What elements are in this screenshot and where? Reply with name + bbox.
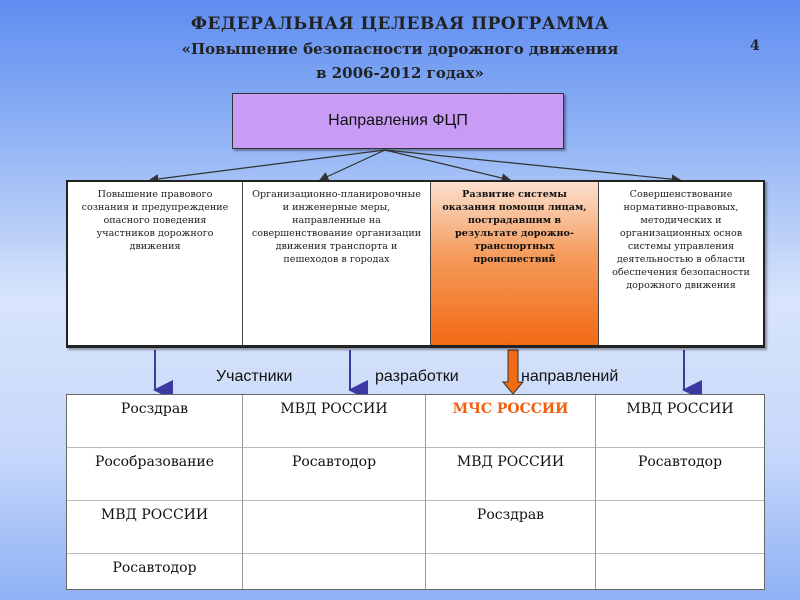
direction-cell-2: Организационно-планировочные и инженерные меры, направленные на совершенствование организации движения транспорта и пешеходов в городах — [243, 182, 431, 345]
participant-cell: Росавтодор — [243, 448, 426, 501]
participant-cell — [426, 554, 596, 589]
connector-line-3 — [385, 150, 510, 180]
participant-cell: Росавтодор — [67, 554, 243, 589]
participants-label-word2: разработки — [375, 368, 459, 385]
participant-cell: МВД РОССИИ — [596, 395, 764, 448]
participant-cell: МВД РОССИИ — [243, 395, 426, 448]
participant-cell: МВД РОССИИ — [67, 501, 243, 554]
participants-label-word1: Участники — [216, 368, 293, 385]
participant-cell-mchs: МЧС РОССИИ — [426, 395, 596, 448]
participant-cell — [243, 501, 426, 554]
connector-line-1 — [150, 150, 385, 180]
participant-cell: Росздрав — [67, 395, 243, 448]
participant-cell: МВД РОССИИ — [426, 448, 596, 501]
participants-label-word3: направлений — [521, 368, 619, 385]
participant-cell — [596, 554, 764, 589]
directions-table — [66, 180, 765, 348]
connector-line-4 — [385, 150, 680, 180]
program-years: в 2006-2012 годах» — [316, 64, 484, 82]
program-title: ФЕДЕРАЛЬНАЯ ЦЕЛЕВАЯ ПРОГРАММА — [190, 14, 610, 34]
direction-cell-3-highlighted: Развитие системы оказания помощи лицам, пострадавшим в результате дорожно-транспортных происшествий — [431, 182, 599, 345]
direction-cell-1: Повышение правового сознания и предупреждение опасного поведения участников дорожного движения — [68, 182, 243, 345]
participant-cell: Росздрав — [426, 501, 596, 554]
participant-cell: Росавтодор — [596, 448, 764, 501]
participant-cell: Рособразование — [67, 448, 243, 501]
directions-header-label: Направления ФЦП — [328, 112, 468, 129]
participants-table — [66, 394, 765, 590]
page-number: 4 — [750, 38, 760, 54]
program-subtitle: «Повышение безопасности дорожного движения — [181, 40, 619, 58]
down-arrow-highlight — [503, 350, 523, 394]
participant-cell — [243, 554, 426, 589]
participant-cell — [596, 501, 764, 554]
direction-cell-4: Совершенствование нормативно-правовых, методических и организационных основ системы управления деятельностью в области обеспечения безопасности дорожного движения — [612, 189, 750, 291]
